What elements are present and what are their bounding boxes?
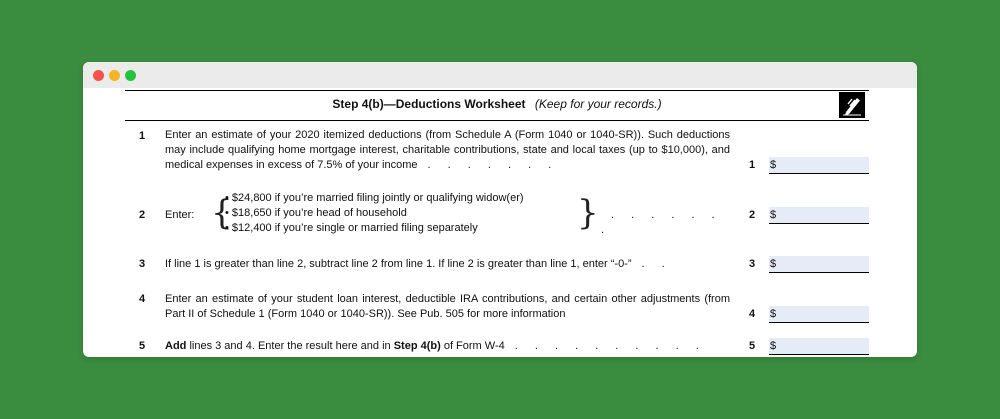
maximize-dot[interactable]: [125, 70, 136, 81]
header-rule: [125, 120, 869, 121]
line-3-description: If line 1 is greater than line 2, subtract line 2 from line 1. If line 2 is greater than line 1, enter “-0-”: [165, 258, 632, 270]
close-dot[interactable]: [93, 70, 104, 81]
line-2-amount-field[interactable]: [769, 207, 869, 224]
line-5-add-word: Add: [165, 340, 187, 352]
right-brace: }: [577, 193, 599, 233]
line-2-ref-number: 2: [749, 209, 756, 221]
pen-icon: [839, 92, 865, 118]
line-5-text-a: lines 3 and 4. Enter the result here and in: [186, 340, 394, 352]
line-2-number: 2: [139, 209, 146, 221]
line-2-leader-dots-wrap: [601, 208, 741, 238]
line-1-number: 1: [139, 130, 146, 142]
line-5-number: 5: [139, 340, 146, 352]
line-1-ref-number: 1: [749, 159, 756, 171]
line-4-number: 4: [139, 293, 146, 305]
worksheet-title: Step 4(b)—Deductions Worksheet: [332, 97, 526, 111]
line-4-dollar-sign: $: [770, 308, 777, 320]
line-4-amount-field[interactable]: [769, 306, 869, 323]
worksheet-note: (Keep for your records.): [534, 97, 662, 111]
minimize-dot[interactable]: [109, 70, 120, 81]
line-1-leader-dots: . . . . . . .: [427, 159, 559, 171]
line-3-leader-dots: . .: [641, 258, 672, 270]
line-5-leader-dots: . . . . . . . . . .: [514, 340, 706, 352]
deductions-worksheet: [125, 88, 869, 357]
option-married-filing-jointly: • $24,800 if you’re married filing jointly or qualifying widow(er): [225, 192, 524, 204]
line-1-dollar-sign: $: [770, 159, 777, 171]
line-1-amount-field[interactable]: [769, 157, 869, 174]
line-3-number: 3: [139, 258, 146, 270]
line-5-amount-field[interactable]: [769, 338, 869, 355]
line-5-dollar-sign: $: [770, 340, 777, 352]
line-2-enter-label: Enter:: [165, 209, 195, 221]
option-head-of-household: • $18,650 if you’re head of household: [225, 207, 407, 219]
line-2-options: [225, 191, 524, 236]
worksheet-header: [125, 96, 869, 112]
line-2-dollar-sign: $: [770, 209, 777, 221]
line-3-amount-field[interactable]: [769, 256, 869, 273]
line-4-ref-number: 4: [749, 308, 756, 320]
line-5-text: [165, 339, 730, 354]
browser-window: [83, 62, 917, 357]
option-single: • $12,400 if you’re single or married filing separately: [225, 222, 478, 234]
line-5-text-b: of Form W-4: [440, 340, 505, 352]
left-brace: {: [211, 193, 233, 233]
line-3-dollar-sign: $: [770, 258, 777, 270]
line-5-step-ref: Step 4(b): [393, 340, 441, 352]
line-2-leader-dots: . . . . . . .: [601, 209, 722, 236]
top-rule: [125, 90, 869, 91]
window-titlebar: [83, 62, 917, 88]
line-3-text: [165, 257, 730, 272]
line-1-text: [165, 128, 730, 173]
line-3-ref-number: 3: [749, 258, 756, 270]
line-5-ref-number: 5: [749, 340, 756, 352]
line-1-description: Enter an estimate of your 2020 itemized deductions (from Schedule A (Form 1040 or 1040-SR)). Such deductions may include qualifying home mortgage interest, charitable contributions, state and local taxes (up to $10,000), and medical expenses in excess of 7.5% of your income: [165, 129, 730, 171]
line-4-text: Enter an estimate of your student loan interest, deductible IRA contributions, and certain other adjustments (from Part II of Schedule 1 (Form 1040 or 1040-SR)). See Pub. 505 for more information: [165, 293, 730, 320]
